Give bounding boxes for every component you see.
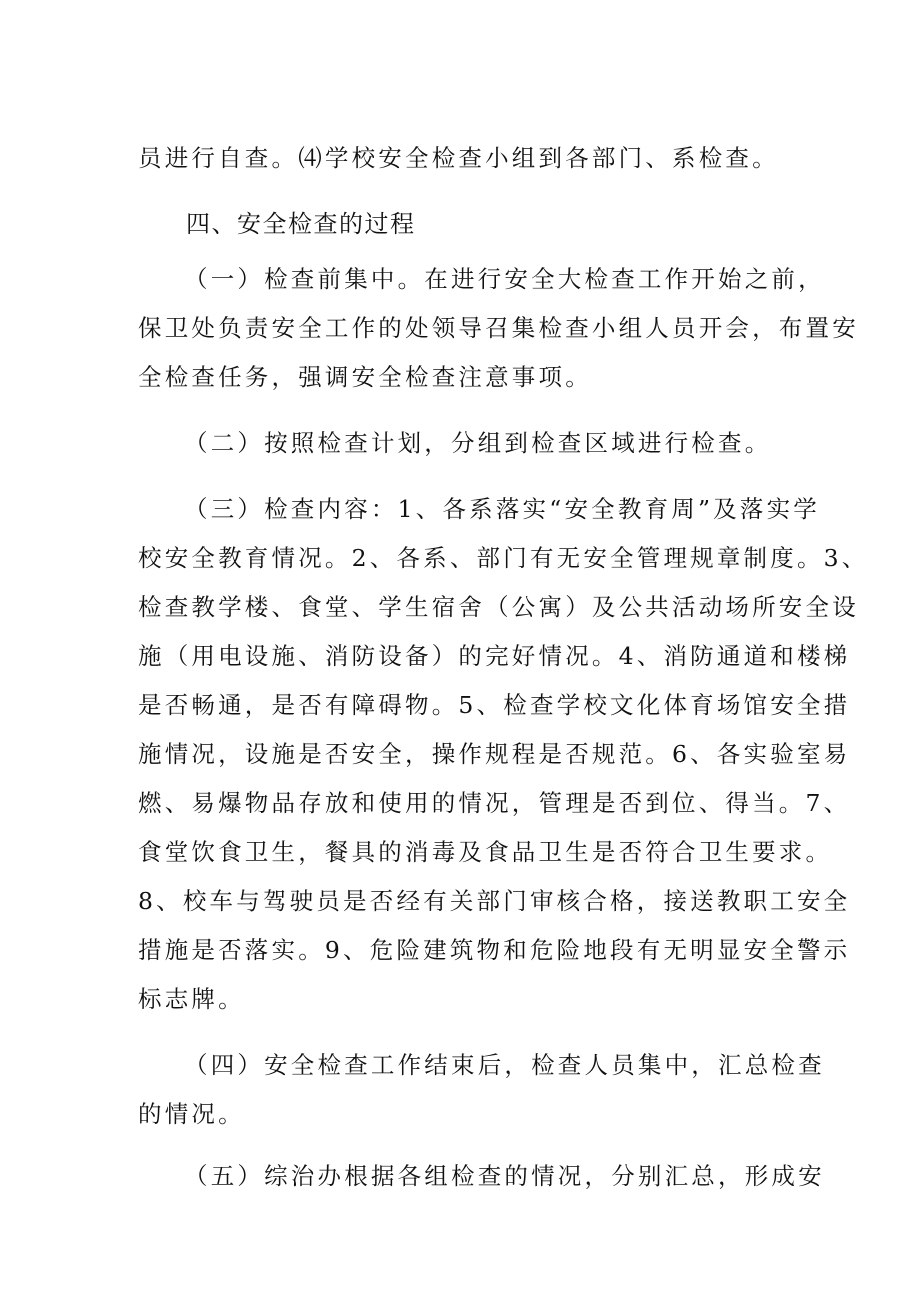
paragraph-line: （五）综治办根据各组检查的情况，分别汇总，形成安 <box>184 1162 825 1190</box>
continuation-paragraph <box>138 134 778 183</box>
paragraph-2 <box>138 419 778 468</box>
paragraph-line: 校安全教育情况。2、各系、部门有无安全管理规章制度。3、 <box>138 544 869 572</box>
section-heading: 四、安全检查的过程 <box>186 210 416 238</box>
paragraph-line: （三）检查内容：1、各系落实“安全教育周”及落实学 <box>184 495 820 523</box>
paragraph-line: （四）安全检查工作结束后，检查人员集中，汇总检查 <box>184 1051 825 1079</box>
paragraph-line: 员进行自查。⑷学校安全检查小组到各部门、系检查。 <box>138 144 779 172</box>
paragraph-line: （一）检查前集中。在进行安全大检查工作开始之前， <box>184 265 825 293</box>
paragraph-line: 检查教学楼、食堂、学生宿舍（公寓）及公共活动场所安全设 <box>138 593 859 621</box>
paragraph-line: 保卫处负责安全工作的处领导召集检查小组人员开会，布置安 <box>138 314 859 342</box>
paragraph-line: 措施是否落实。9、危险建筑物和危险地段有无明显安全警示 <box>138 936 851 964</box>
paragraph-line: 标志牌。 <box>138 985 245 1013</box>
paragraph-line: 施情况，设施是否安全，操作规程是否规范。6、各实验室易 <box>138 740 851 768</box>
paragraph-line: 施（用电设施、消防设备）的完好情况。4、消防通道和楼梯 <box>138 642 851 670</box>
paragraph-line: 是否畅通，是否有障碍物。5、检查学校文化体育场馆安全措 <box>138 691 851 719</box>
paragraph-line: （二）按照检查计划，分组到检查区域进行检查。 <box>184 429 772 457</box>
paragraph-3 <box>138 485 869 1024</box>
paragraph-1 <box>138 255 859 402</box>
paragraph-line: 8、校车与驾驶员是否经有关部门审核合格，接送教职工安全 <box>138 887 851 915</box>
paragraph-5 <box>138 1152 825 1201</box>
paragraph-line: 全检查任务，强调安全检查注意事项。 <box>138 363 592 391</box>
paragraph-4 <box>138 1041 825 1139</box>
paragraph-line: 食堂饮食卫生，餐具的消毒及食品卫生是否符合卫生要求。 <box>138 838 833 866</box>
paragraph-line: 的情况。 <box>138 1100 245 1128</box>
paragraph-line: 燃、易爆物品存放和使用的情况，管理是否到位、得当。7、 <box>138 789 851 817</box>
document-body <box>138 134 869 1218</box>
